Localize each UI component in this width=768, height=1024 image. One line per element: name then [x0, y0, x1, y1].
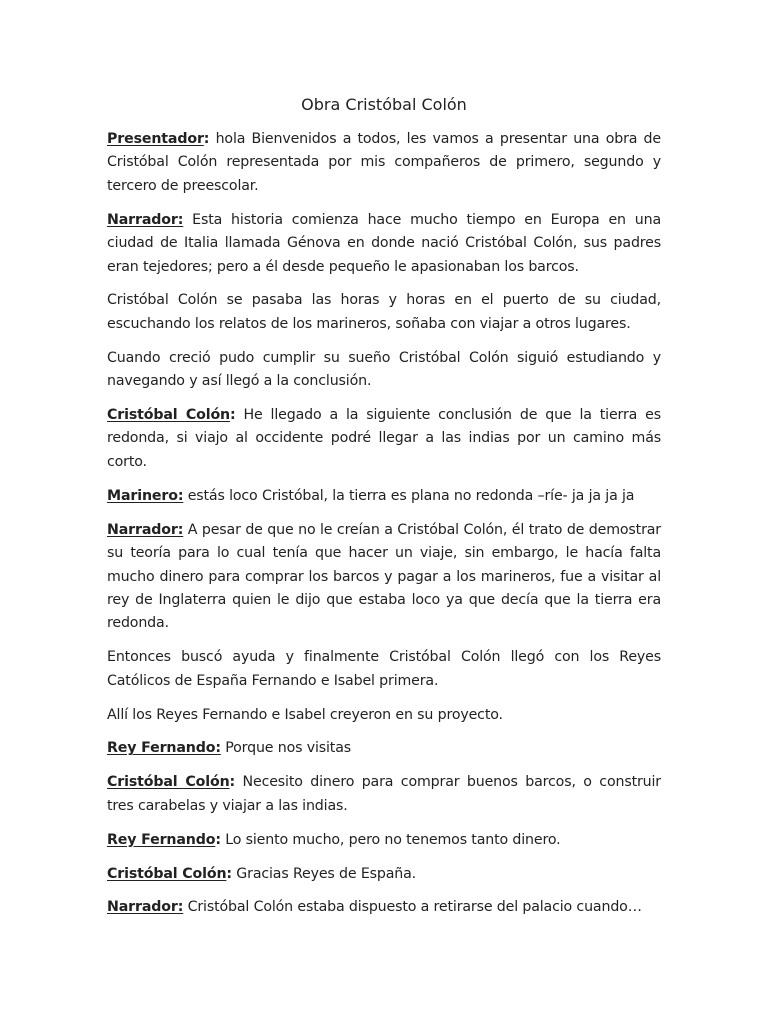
paragraph-text: Necesito dinero para comprar buenos barcos, o construir tres carabelas y viajar a las indias.: [107, 774, 661, 814]
paragraph-narration-3: [107, 347, 661, 394]
paragraph-text: Cristóbal Colón se pasaba las horas y horas en el puerto de su ciudad, escuchando los relatos de los marineros, soñaba con viajar a otros lugares.: [107, 292, 661, 332]
paragraph-text: Cristóbal Colón estaba dispuesto a retirarse del palacio cuando…: [183, 899, 642, 916]
paragraph-narration-4: [107, 646, 661, 693]
paragraph-text: Porque nos visitas: [220, 740, 351, 757]
paragraph-cristobal-1: [107, 404, 661, 474]
speaker-label: Narrador:: [107, 211, 184, 228]
paragraph-text: A pesar de que no le creían a Cristóbal Colón, él trato de demostrar su teoría para lo cual tenía que hacer un viaje, sin embargo, le hacía falta mucho dinero para comprar los barcos y pagar a los marineros, fue a visitar al rey de Inglaterra quien le dijo que estaba loco ya que decía que la tierra era redonda.: [107, 521, 661, 632]
speaker-label: Narrador:: [107, 521, 184, 538]
speaker-label: Cristóbal Colón: [107, 407, 230, 424]
speaker-label: Marinero:: [107, 487, 184, 504]
paragraph-presentador: [107, 128, 661, 198]
speaker-label: Cristóbal Colón: [107, 865, 227, 882]
paragraph-text: estás loco Cristóbal, la tierra es plana no redonda –ríe- ja ja ja ja: [183, 487, 635, 504]
paragraph-narration-5: [107, 704, 661, 727]
paragraph-text: He llegado a la siguiente conclusión de que la tierra es redonda, si viajo al occidente podré llegar a las indias por un camino más corto.: [107, 407, 661, 470]
paragraph-narration-2: [107, 289, 661, 336]
page-title: Obra Cristóbal Colón: [301, 95, 467, 114]
paragraph-text: Esta historia comienza hace mucho tiempo en Europa en una ciudad de Italia llamada Génova en donde nació Cristóbal Colón, sus padres eran tejedores; pero a él desde pequeño le apasionaban los barcos.: [107, 211, 661, 275]
paragraph-text: hola Bienvenidos a todos, les vamos a presentar una obra de Cristóbal Colón representada por mis compañeros de primero, segundo y tercero de preescolar.: [107, 131, 661, 194]
paragraph-text: Lo siento mucho, pero no tenemos tanto dinero.: [220, 831, 561, 848]
paragraph-text: Allí los Reyes Fernando e Isabel creyeron en su proyecto.: [107, 706, 503, 723]
paragraph-narrador-1: [107, 209, 661, 279]
paragraph-narrador-3: [107, 896, 661, 919]
speaker-label: Rey Fernando: [107, 831, 216, 848]
paragraph-cristobal-3: [107, 863, 661, 886]
speaker-label: Narrador:: [107, 899, 184, 916]
speaker-colon: :: [230, 407, 236, 424]
paragraph-text: Entonces buscó ayuda y finalmente Cristóbal Colón llegó con los Reyes Católicos de España Fernando e Isabel primera.: [107, 649, 661, 689]
paragraph-narrador-2: [107, 519, 661, 636]
speaker-colon: :: [215, 831, 221, 848]
paragraph-marinero: [107, 485, 661, 508]
paragraph-rey-fernando-2: [107, 829, 661, 852]
speaker-colon: :: [226, 865, 232, 882]
speaker-label: Cristóbal Colón: [107, 774, 230, 791]
speaker-label: Rey Fernando:: [107, 740, 221, 757]
paragraph-cristobal-2: [107, 771, 661, 818]
speaker-colon: :: [203, 131, 210, 147]
paragraph-rey-fernando-1: [107, 737, 661, 760]
speaker-colon: :: [229, 774, 236, 791]
speaker-label: Presentador: [107, 131, 204, 147]
paragraph-text: Gracias Reyes de España.: [231, 865, 417, 882]
paragraph-text: Cuando creció pudo cumplir su sueño Cristóbal Colón siguió estudiando y navegando y así llegó a la conclusión.: [107, 349, 661, 390]
